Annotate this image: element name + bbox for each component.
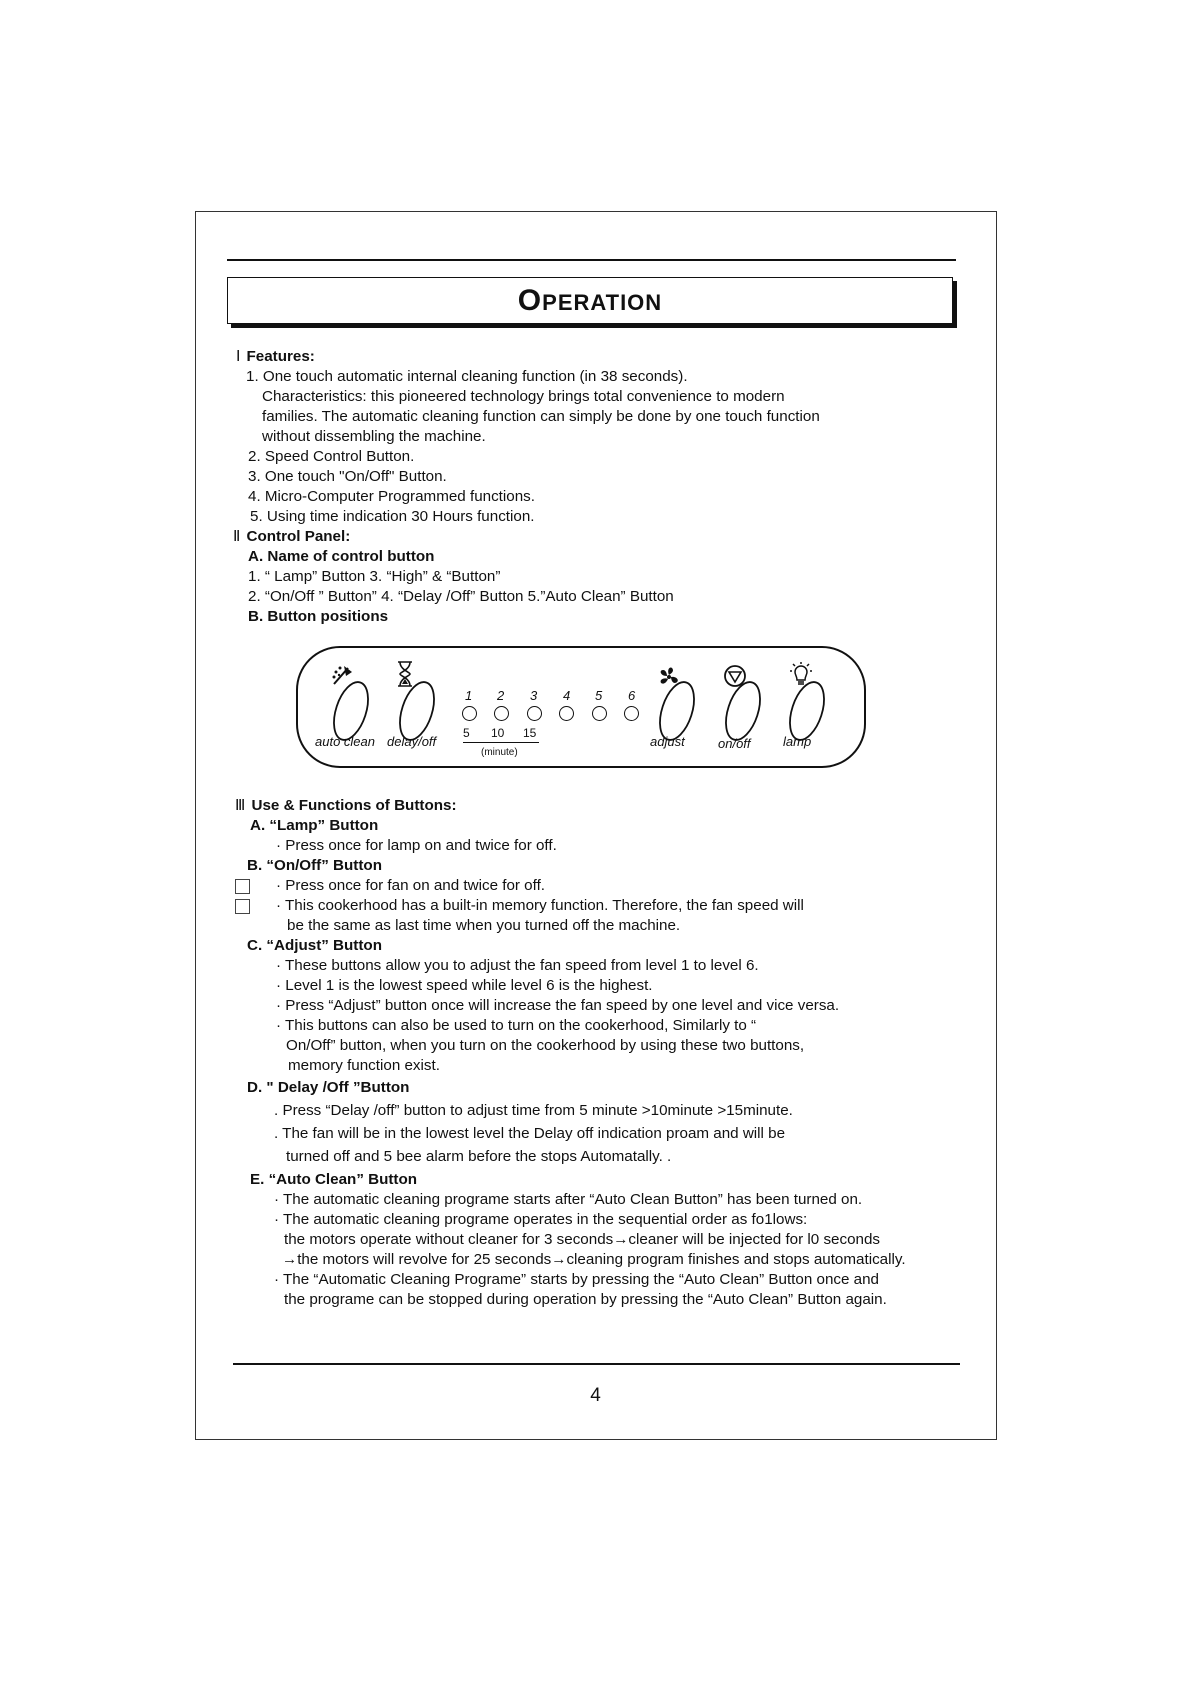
on-off-section-line: be the same as last time when you turned off the machine. <box>287 917 681 934</box>
feature-line: families. The automatic cleaning function can simply be done by one touch function <box>262 408 820 425</box>
delay-off-section-heading: D. " Delay /Off ”Button <box>247 1079 410 1096</box>
adjust-section-heading: C. “Adjust” Button <box>247 937 382 954</box>
delay-off-label: delay/off <box>387 734 437 749</box>
feature-line: 1. One touch automatic internal cleaning function (in 38 seconds). <box>246 368 688 385</box>
level-number: 4 <box>563 688 571 703</box>
level-number: 1 <box>465 688 473 703</box>
minute-underline <box>463 742 539 743</box>
minute-value: 5 <box>463 726 470 740</box>
level-indicator-light <box>559 706 574 721</box>
adjust-section-line: On/Off” button, when you turn on the cookerhood by using these two buttons, <box>286 1037 805 1054</box>
auto-clean-section-heading: E. “Auto Clean” Button <box>250 1171 418 1188</box>
auto-clean-section-line: · The automatic cleaning programe operates in the sequential order as fo1lows: <box>274 1211 808 1228</box>
checkbox-square <box>235 899 250 914</box>
feature-line: 5. Using time indication 30 Hours function. <box>250 508 535 525</box>
feature-line: 4. Micro-Computer Programmed functions. <box>248 488 535 505</box>
lamp-section-line: · Press once for lamp on and twice for off. <box>276 837 557 854</box>
level-number: 3 <box>530 688 538 703</box>
lamp-section-heading: A. “Lamp” Button <box>250 817 379 834</box>
bottom-rule <box>233 1363 960 1365</box>
button-positions-heading: B. Button positions <box>248 608 389 625</box>
feature-line: 3. One touch "On/Off" Button. <box>248 468 447 485</box>
control-button-list: 1. “ Lamp” Button 3. “High” & “Button” <box>248 568 501 585</box>
use-functions-heading: Ⅲ Use & Functions of Buttons: <box>235 797 457 814</box>
auto-clean-label: auto clean <box>315 734 375 749</box>
on-off-section-line: · Press once for fan on and twice for off. <box>276 877 546 894</box>
on-off-button[interactable] <box>722 678 764 744</box>
features-heading: Ⅰ Features: <box>236 348 315 365</box>
control-panel-heading: Ⅱ Control Panel: <box>233 528 351 545</box>
minute-value: 15 <box>523 726 537 740</box>
auto-clean-section-line: · The automatic cleaning programe starts after “Auto Clean Button” has been turned on. <box>274 1191 863 1208</box>
checkbox-square <box>235 879 250 894</box>
delay-off-section-line: . Press “Delay /off” button to adjust time from 5 minute >10minute >15minute. <box>274 1102 793 1119</box>
feature-line: without dissembling the machine. <box>262 428 486 445</box>
minute-value: 10 <box>491 726 505 740</box>
title-box <box>227 277 953 324</box>
adjust-section-line: memory function exist. <box>288 1057 440 1074</box>
auto-clean-section-line: · The “Automatic Cleaning Programe” starts by pressing the “Auto Clean” Button once and <box>274 1271 879 1288</box>
on-off-label: on/off <box>718 736 751 751</box>
adjust-section-line: · Level 1 is the lowest speed while level 6 is the highest. <box>276 977 653 994</box>
page-title: OPERATION <box>517 283 663 317</box>
on-off-section-line: · This cookerhood has a built-in memory function. Therefore, the fan speed will <box>276 897 804 914</box>
page-number: 4 <box>590 1385 601 1406</box>
minute-label: (minute) <box>481 747 518 758</box>
auto-clean-section-line: →the motors will revolve for 25 seconds→cleaning program finishes and stops automatically. <box>282 1251 906 1268</box>
adjust-label: adjust <box>650 734 685 749</box>
level-indicator-light <box>592 706 607 721</box>
lamp-label: lamp <box>783 734 812 749</box>
adjust-section-line: · These buttons allow you to adjust the fan speed from level 1 to level 6. <box>276 957 759 974</box>
top-rule <box>227 259 956 261</box>
level-number: 5 <box>595 688 603 703</box>
auto-clean-section-line: the motors operate without cleaner for 3 seconds→cleaner will be injected for l0 seconds <box>284 1231 881 1248</box>
level-indicator-light <box>624 706 639 721</box>
level-indicator-light <box>527 706 542 721</box>
control-panel-diagram <box>296 646 866 768</box>
on-off-section-heading: B. “On/Off” Button <box>247 857 382 874</box>
adjust-section-line: · Press “Adjust” button once will increase the fan speed by one level and vice versa. <box>276 997 840 1014</box>
feature-line: Characteristics: this pioneered technology brings total convenience to modern <box>262 388 785 405</box>
name-of-control-button-heading: A. Name of control button <box>248 548 435 565</box>
control-button-list: 2. “On/Off ” Button” 4. “Delay /Off” Button 5.”Auto Clean” Button <box>248 588 674 605</box>
auto-clean-section-line: the programe can be stopped during operation by pressing the “Auto Clean” Button again. <box>284 1291 887 1308</box>
level-indicator-light <box>462 706 477 721</box>
feature-line: 2. Speed Control Button. <box>248 448 415 465</box>
delay-off-section-line: turned off and 5 bee alarm before the stops Automatally. . <box>286 1148 672 1165</box>
level-number: 6 <box>628 688 636 703</box>
delay-off-section-line: . The fan will be in the lowest level the Delay off indication proam and will be <box>274 1125 786 1142</box>
level-number: 2 <box>497 688 505 703</box>
adjust-section-line: · This buttons can also be used to turn on the cookerhood, Similarly to “ <box>276 1017 757 1034</box>
level-indicator-light <box>494 706 509 721</box>
